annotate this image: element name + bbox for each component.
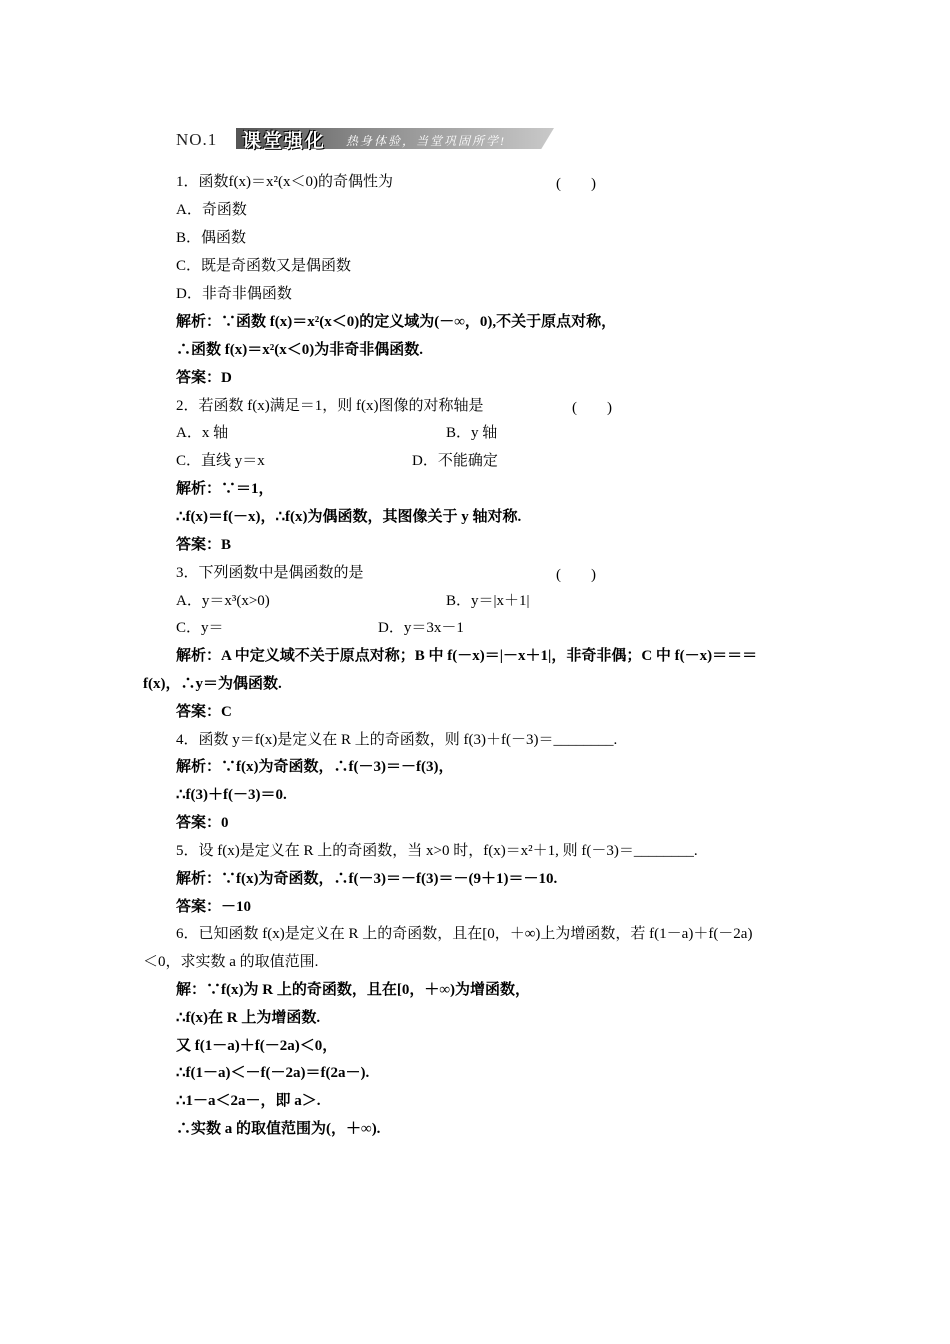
text-line: B．y 轴 [446, 425, 498, 441]
text-line: 解：∵f(x)为 R 上的奇函数，且在[0，＋∞)为增函数， [176, 982, 531, 998]
text-line: 解析：∵函数 f(x)＝x²(x＜0)的定义域为(－∞，0),不关于原点对称， [176, 314, 617, 330]
text-line: 解析：∵＝1， [176, 481, 274, 497]
text-line: A．y＝x³(x>0) [176, 593, 270, 609]
text-line: 又 f(1－a)＋f(－2a)＜0， [176, 1038, 338, 1054]
answer-parentheses: ( ) [556, 176, 596, 192]
text-line: 答案：C [176, 704, 232, 720]
text-line: ∴函数 f(x)＝x²(x＜0)为非奇非偶函数. [176, 342, 423, 358]
text-line: B．y＝|x＋1| [446, 593, 530, 609]
text-line: 答案：－10 [176, 899, 252, 915]
text-line: ∴f(3)＋f(－3)＝0. [176, 787, 287, 803]
text-line: 答案：B [176, 537, 232, 553]
text-line: 6．已知函数 f(x)是定义在 R 上的奇函数，且在[0，＋∞)上为增函数，若 f(1－a)＋f(－2a) [176, 926, 753, 942]
text-line: 2．若函数 f(x)满足＝1，则 f(x)图像的对称轴是 [176, 398, 484, 414]
text-line: 解析：∵f(x)为奇函数，∴f(－3)＝－f(3)， [176, 759, 454, 775]
text-line: A．奇函数 [176, 202, 247, 218]
text-line: C．直线 y＝x [176, 453, 265, 469]
text-line: ∴f(x)在 R 上为增函数. [176, 1010, 321, 1026]
text-line: ∴实数 a 的取值范围为(，＋∞). [176, 1121, 381, 1137]
text-line: B．偶函数 [176, 230, 247, 246]
text-line: C．既是奇函数又是偶函数 [176, 258, 352, 274]
section-number: NO.1 [176, 130, 218, 149]
text-line: ∴1－a＜2a－，即 a＞. [176, 1093, 321, 1109]
text-line: 5．设 f(x)是定义在 R 上的奇函数，当 x>0 时，f(x)＝x²＋1, 则 f(－3)＝________. [176, 843, 698, 859]
text-line: ∴f(x)＝f(－x)，∴f(x)为偶函数，其图像关于 y 轴对称. [176, 509, 522, 525]
text-line: ＜0，求实数 a 的取值范围. [143, 954, 319, 970]
text-line: 3．下列函数中是偶函数的是 [176, 565, 364, 581]
text-line: 4．函数 y＝f(x)是定义在 R 上的奇函数，则 f(3)＋f(－3)＝________. [176, 732, 618, 748]
text-line: 解析：∵f(x)为奇函数，∴f(－3)＝－f(3)＝－(9＋1)＝－10. [176, 871, 558, 887]
text-line: 解析：A 中定义域不关于原点对称；B 中 f(－x)＝|－x＋1|，非奇非偶；C 中 f(－x)＝＝＝ [176, 648, 758, 664]
section-banner [176, 128, 557, 151]
text-line: D．y＝3x－1 [378, 620, 464, 636]
text-line: 答案：D [176, 370, 232, 386]
section-title: 课堂强化 [242, 131, 327, 152]
text-line: A．x 轴 [176, 425, 229, 441]
text-line: ∴f(1－a)＜－f(－2a)＝f(2a－). [176, 1065, 370, 1081]
text-line: 1．函数f(x)＝x²(x＜0)的奇偶性为 [176, 174, 393, 190]
text-line: 答案：0 [176, 815, 229, 831]
text-line: D．不能确定 [412, 453, 498, 469]
answer-parentheses: ( ) [556, 567, 596, 583]
text-line: C．y＝ [176, 620, 224, 636]
text-line: D．非奇非偶函数 [176, 286, 292, 302]
text-line: f(x)，∴y＝为偶函数. [143, 676, 282, 692]
section-slogan: 热身体验，当堂巩固所学! [346, 134, 506, 148]
answer-parentheses: ( ) [572, 400, 612, 416]
